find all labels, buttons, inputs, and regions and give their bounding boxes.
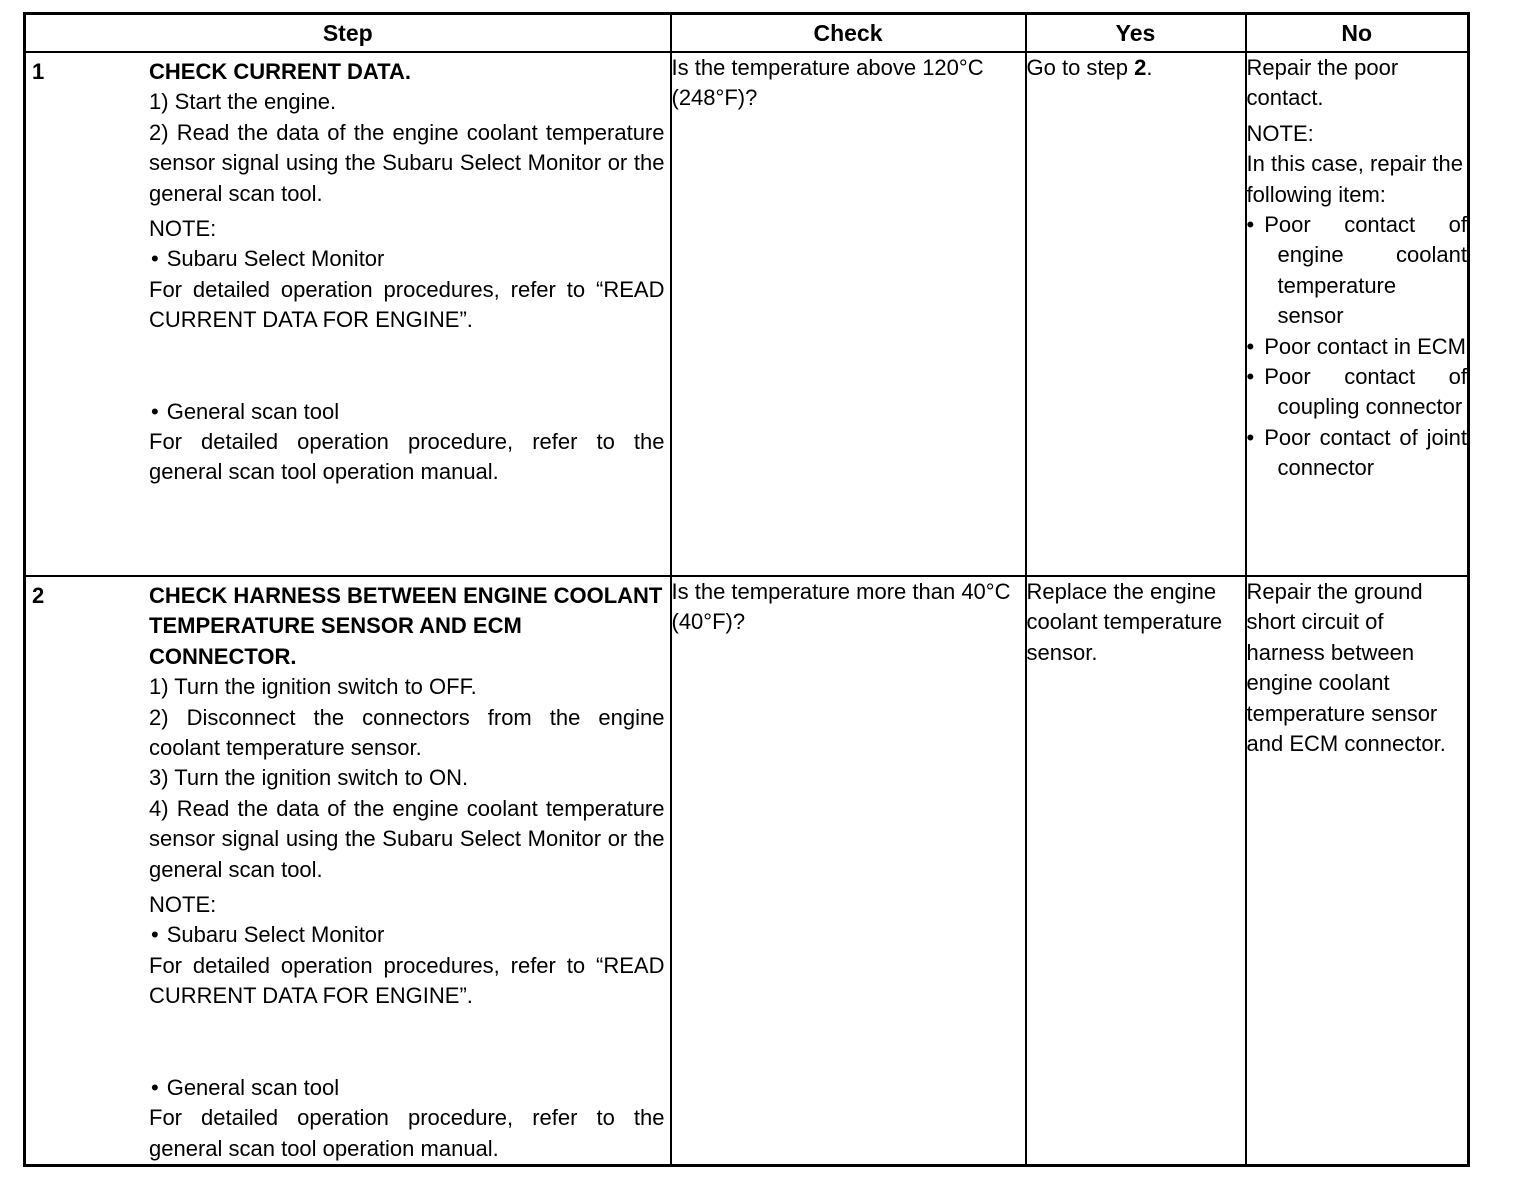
step-title: CHECK CURRENT DATA. bbox=[149, 59, 411, 84]
step-number: 2 bbox=[32, 583, 45, 608]
step-instruction: 3) Turn the ignition switch to ON. bbox=[149, 765, 469, 791]
bullet-subaru-select-monitor bbox=[149, 920, 665, 950]
bullet-text: Subaru Select Monitor bbox=[166, 922, 385, 948]
table-row bbox=[25, 52, 1469, 576]
bullet-icon: • bbox=[1246, 424, 1255, 450]
step-instruction: 1) Turn the ignition switch to OFF. bbox=[149, 674, 477, 700]
note-label: NOTE: bbox=[149, 892, 217, 918]
yes-text: Go to step bbox=[1026, 55, 1135, 80]
yes-cell bbox=[1026, 52, 1246, 576]
check-cell bbox=[671, 576, 1026, 1165]
check-text: Is the temperature above 120°C (248°F)? bbox=[671, 55, 984, 111]
step-instruction: 4) Read the data of the engine coolant temperature sensor signal using the Subaru Select Monitor or the general scan tool. bbox=[149, 795, 665, 882]
check-cell bbox=[671, 52, 1026, 576]
step-title: CHECK HARNESS BETWEEN ENGINE COOLANT TEMPERATURE SENSOR AND ECM CONNECTOR. bbox=[149, 583, 663, 669]
step-instruction: 2) Disconnect the connectors from the engine coolant temperature sensor. bbox=[149, 704, 665, 761]
bullet-text: General scan tool bbox=[166, 1074, 340, 1100]
list-item: • Poor contact of joint connector bbox=[1246, 424, 1467, 481]
note-label: NOTE: bbox=[149, 216, 217, 242]
step-instruction: 2) Read the data of the engine coolant temperature sensor signal using the Subaru Select Monitor or the general scan tool. bbox=[149, 119, 665, 206]
bullet-text: General scan tool bbox=[166, 398, 340, 424]
list-item: • Poor contact of engine coolant temperature sensor bbox=[1246, 212, 1467, 329]
bullet-subaru-select-monitor bbox=[149, 244, 665, 274]
bullet-icon: • bbox=[151, 246, 159, 272]
header-check: Check bbox=[671, 14, 1026, 53]
note-text: For detailed operation procedure, refer to the general scan tool operation manual. bbox=[149, 429, 665, 485]
note-text: For detailed operation procedure, refer to the general scan tool operation manual. bbox=[149, 1105, 665, 1161]
bullet-icon: • bbox=[1246, 333, 1255, 359]
no-cell bbox=[1246, 52, 1469, 576]
header-row bbox=[25, 14, 1469, 53]
bullet-general-scan-tool bbox=[149, 1073, 665, 1103]
yes-step-number: 2 bbox=[1134, 55, 1147, 80]
step-cell bbox=[25, 52, 671, 576]
yes-text: Replace the engine coolant temperature sensor. bbox=[1026, 579, 1223, 665]
bullet-icon: • bbox=[1246, 212, 1255, 238]
step-instruction: 1) Start the engine. bbox=[149, 89, 337, 115]
note-text: For detailed operation procedures, refer to “READ CURRENT DATA FOR ENGINE”. bbox=[149, 952, 665, 1009]
check-text: Is the temperature more than 40°C (40°F)? bbox=[671, 579, 1011, 635]
bullet-general-scan-tool bbox=[149, 397, 665, 427]
diagnostic-table bbox=[23, 12, 1470, 1167]
no-note-label: NOTE: bbox=[1246, 120, 1314, 146]
bullet-icon: • bbox=[1246, 364, 1255, 390]
step-number: 1 bbox=[32, 59, 45, 84]
no-item-list bbox=[1246, 210, 1468, 484]
header-no: No bbox=[1246, 14, 1469, 53]
bullet-icon: • bbox=[151, 922, 159, 948]
note-text: For detailed operation procedures, refer to “READ CURRENT DATA FOR ENGINE”. bbox=[149, 276, 665, 333]
bullet-icon: • bbox=[151, 1074, 159, 1100]
list-item: • Poor contact of coupling connector bbox=[1246, 364, 1467, 420]
table-row bbox=[25, 576, 1469, 1165]
bullet-text: Subaru Select Monitor bbox=[166, 246, 385, 272]
header-yes: Yes bbox=[1026, 14, 1246, 53]
bullet-icon: • bbox=[151, 398, 159, 424]
header-step: Step bbox=[25, 14, 671, 53]
step-cell bbox=[25, 576, 671, 1165]
yes-suffix: . bbox=[1146, 55, 1153, 80]
no-text: Repair the poor contact. bbox=[1246, 55, 1399, 111]
list-item: • Poor contact in ECM bbox=[1246, 333, 1466, 359]
no-text: Repair the ground short circuit of harness between engine coolant temperature sensor and ECM connector. bbox=[1246, 579, 1446, 757]
no-note-text: In this case, repair the following item: bbox=[1246, 151, 1463, 207]
no-cell bbox=[1246, 576, 1469, 1165]
yes-cell bbox=[1026, 576, 1246, 1165]
